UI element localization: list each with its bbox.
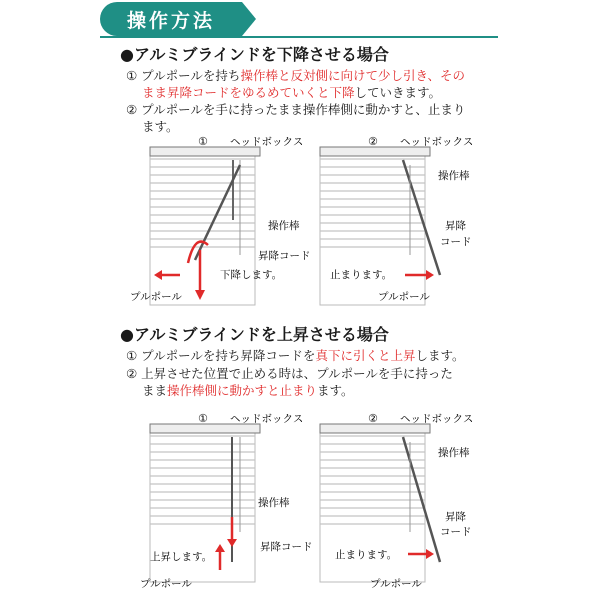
cord-label: 昇降コード: [260, 541, 313, 553]
section2-step2-cont: [142, 381, 354, 400]
pole-label: プルポール: [378, 291, 430, 303]
section2-step2b-part: まま: [142, 383, 168, 398]
pole-label: プルポール: [140, 578, 192, 590]
blind-slats: [150, 150, 255, 305]
section1-step1b-part: まま昇降コードをゆるめていくと下降: [142, 85, 355, 100]
cord-label-a: 昇降: [445, 511, 466, 523]
banner-title: 操作方法: [126, 9, 215, 32]
action-label: 上昇します。: [150, 551, 213, 563]
banner-tail: [242, 2, 256, 36]
action-label: 止まります。: [330, 269, 393, 281]
rod-label: 操作棒: [438, 447, 470, 459]
section2-figure1: [140, 412, 320, 598]
section2-figure2: [310, 412, 490, 598]
pole-label: プルポール: [130, 291, 182, 303]
section-banner: [100, 2, 242, 36]
section2-step2: ② 上昇させた位置で止める時は、プルポールを手に持った: [126, 366, 453, 381]
fig-number: ②: [368, 412, 378, 425]
head-box: [320, 147, 430, 156]
section1-step1-part: 操作棒と反対側に向けて少し引き、その: [240, 68, 465, 83]
cord-label-b: コード: [440, 526, 472, 538]
headbox-label: ヘッドボックス: [400, 136, 474, 148]
section2-step1: [126, 346, 464, 365]
section1-figure2: [310, 135, 490, 315]
head-box: [150, 147, 260, 156]
section1-step2: ② プルポールを手に持ったまま操作棒側に動かすと、止まり: [126, 102, 466, 117]
right-arrow-head: [426, 270, 434, 280]
headbox-label: ヘッドボックス: [230, 413, 304, 425]
cord-label: 昇降コード: [258, 250, 311, 262]
section1-step1-part: ① プルポールを持ち: [126, 68, 241, 83]
section1-heading: ●アルミブラインドを下降させる場合: [120, 45, 389, 64]
section1-step2-cont: ます。: [142, 119, 179, 134]
section2-step1-part: します。: [415, 348, 465, 363]
section2-step2b-part: ます。: [317, 383, 354, 398]
fig-number: ②: [368, 135, 378, 148]
rod-label: 操作棒: [258, 497, 290, 509]
pull-pole: [403, 160, 440, 275]
headbox-label: ヘッドボックス: [400, 413, 474, 425]
head-box: [150, 424, 260, 433]
fig-number: ①: [198, 412, 208, 425]
action-label: 止まります。: [335, 549, 398, 561]
up-arrow-head: [215, 544, 225, 552]
left-arrow-head: [154, 270, 162, 280]
pole-label: プルポール: [370, 578, 422, 590]
down-arrow-head: [195, 290, 205, 300]
right-arrow-head: [426, 549, 434, 559]
action-label: 下降します。: [220, 269, 283, 281]
down-arrow-head: [227, 539, 237, 547]
section2-step1-part: ① プルポールを持ち昇降コードを: [126, 348, 316, 363]
fig-number: ①: [198, 135, 208, 148]
rod-label: 操作棒: [438, 170, 470, 182]
banner-underline: [100, 36, 498, 38]
section1-step1b-part: していきます。: [354, 85, 442, 100]
cord-label-b: コード: [440, 236, 472, 248]
headbox-label: ヘッドボックス: [230, 136, 304, 148]
head-box: [320, 424, 430, 433]
section2-step1-part: 真下に引くと上昇: [315, 348, 416, 363]
section2-heading: ●アルミブラインドを上昇させる場合: [120, 325, 389, 344]
section2-step2b-part: 操作棒側に動かすと止まり: [167, 383, 318, 398]
rod-label: 操作棒: [268, 220, 300, 232]
section1-figure1: [130, 135, 320, 315]
cord-label-a: 昇降: [445, 220, 466, 232]
